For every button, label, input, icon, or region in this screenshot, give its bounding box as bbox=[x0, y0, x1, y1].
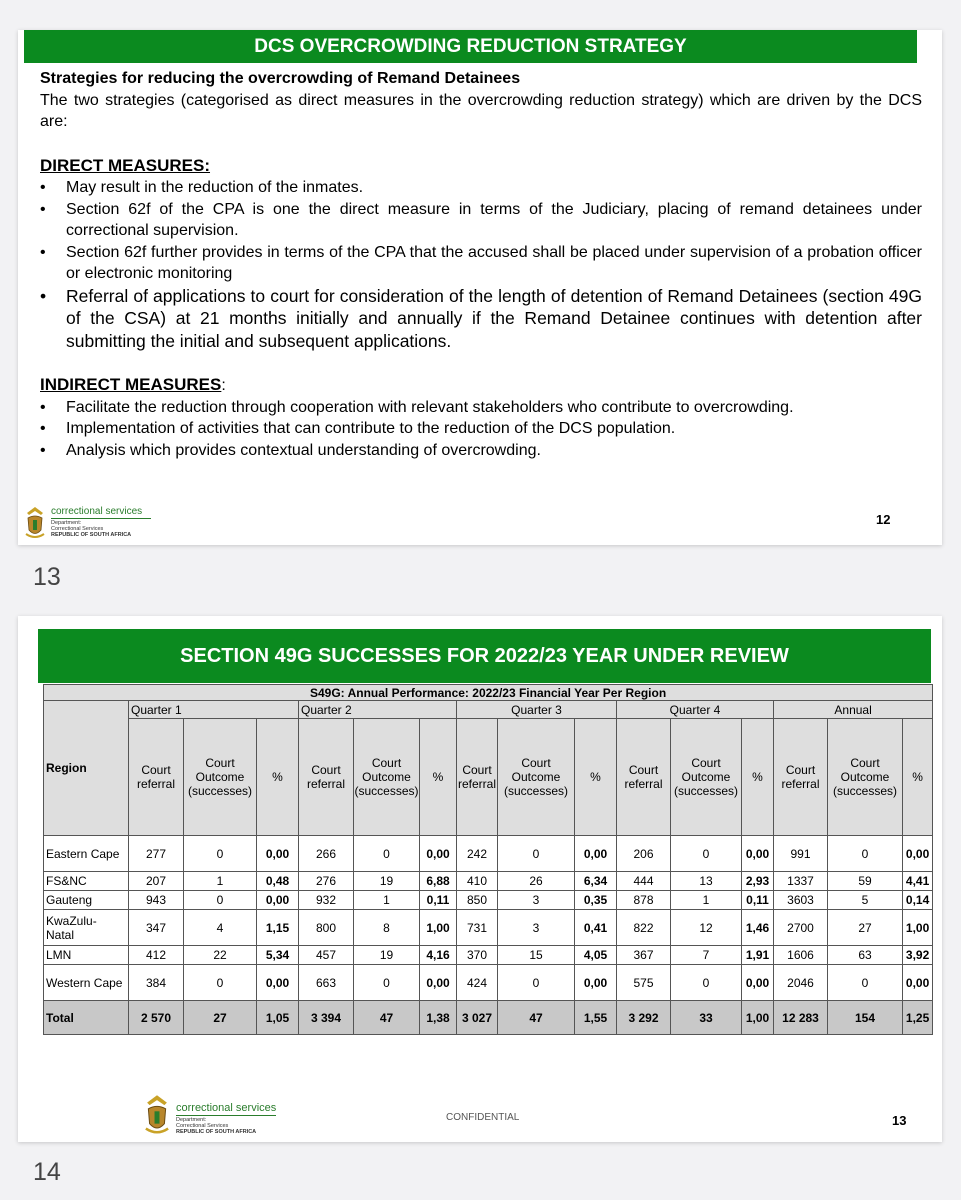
cell: 266 bbox=[299, 836, 354, 872]
cell: 943 bbox=[129, 891, 184, 910]
col-percent: % bbox=[420, 719, 457, 836]
cell: 2700 bbox=[774, 910, 828, 946]
cell: 1,38 bbox=[420, 1001, 457, 1035]
cell: 4,41 bbox=[903, 872, 933, 891]
cell: 26 bbox=[498, 872, 575, 891]
slide-body bbox=[40, 68, 922, 461]
direct-measures-title: DIRECT MEASURES: bbox=[40, 155, 211, 175]
cell: 12 283 bbox=[774, 1001, 828, 1035]
coat-of-arms-icon bbox=[24, 506, 46, 540]
cell: 154 bbox=[828, 1001, 903, 1035]
cell: 47 bbox=[354, 1001, 420, 1035]
cell: 4 bbox=[184, 910, 257, 946]
cell: 5 bbox=[828, 891, 903, 910]
cell: 6,88 bbox=[420, 872, 457, 891]
col-court-referral: Court referral bbox=[457, 719, 498, 836]
cell: 0 bbox=[671, 965, 742, 1001]
cell: 0 bbox=[828, 965, 903, 1001]
cell: 0,11 bbox=[742, 891, 774, 910]
cell: 0,00 bbox=[257, 965, 299, 1001]
region-cell: Eastern Cape bbox=[44, 836, 129, 872]
col-percent: % bbox=[742, 719, 774, 836]
cell: 3 292 bbox=[617, 1001, 671, 1035]
slide-title-banner: DCS OVERCROWDING REDUCTION STRATEGY bbox=[24, 30, 917, 63]
cell: 0 bbox=[498, 836, 575, 872]
cell: 1,46 bbox=[742, 910, 774, 946]
quarter-header: Quarter 1 bbox=[129, 701, 299, 719]
cell: 7 bbox=[671, 946, 742, 965]
list-item: • Implementation of activities that can contribute to the reduction of the DCS population. bbox=[40, 418, 922, 440]
cell: 822 bbox=[617, 910, 671, 946]
cell: 1,55 bbox=[575, 1001, 617, 1035]
logo-name: correctional services bbox=[51, 506, 143, 517]
cell: 8 bbox=[354, 910, 420, 946]
cell: 2046 bbox=[774, 965, 828, 1001]
total-label: Total bbox=[44, 1001, 129, 1035]
cell: 457 bbox=[299, 946, 354, 965]
cell: 663 bbox=[299, 965, 354, 1001]
cell: 19 bbox=[354, 872, 420, 891]
logo-line-3: REPUBLIC OF SOUTH AFRICA bbox=[176, 1129, 257, 1135]
cell: 63 bbox=[828, 946, 903, 965]
region-cell: Gauteng bbox=[44, 891, 129, 910]
col-court-referral: Court referral bbox=[774, 719, 828, 836]
slide-page-number: 12 bbox=[876, 512, 891, 527]
cell: 206 bbox=[617, 836, 671, 872]
list-item: • Facilitate the reduction through cooperation with relevant stakeholders who contribute to overcrowding. bbox=[40, 397, 922, 419]
quarter-header: Quarter 2 bbox=[299, 701, 457, 719]
cell: 1,15 bbox=[257, 910, 299, 946]
cell: 0 bbox=[354, 836, 420, 872]
cell: 47 bbox=[498, 1001, 575, 1035]
col-court-referral: Court referral bbox=[617, 719, 671, 836]
cell: 59 bbox=[828, 872, 903, 891]
region-cell: FS&NC bbox=[44, 872, 129, 891]
slide-13 bbox=[18, 616, 942, 1142]
cell: 0,00 bbox=[903, 965, 933, 1001]
quarter-header: Quarter 4 bbox=[617, 701, 774, 719]
table-total-row bbox=[44, 1001, 933, 1035]
region-header: Region bbox=[44, 701, 129, 836]
logo-line-3: REPUBLIC OF SOUTH AFRICA bbox=[51, 532, 132, 538]
cell: 370 bbox=[457, 946, 498, 965]
cell: 991 bbox=[774, 836, 828, 872]
cell: 22 bbox=[184, 946, 257, 965]
col-court-outcome: Court Outcome (successes) bbox=[498, 719, 575, 836]
strategies-heading: Strategies for reducing the overcrowding of Remand Detainees bbox=[40, 70, 521, 87]
indirect-measures-list bbox=[40, 397, 922, 462]
cell: 2,93 bbox=[742, 872, 774, 891]
correctional-services-logo bbox=[24, 506, 151, 540]
cell: 1,91 bbox=[742, 946, 774, 965]
page-separator-number: 13 bbox=[33, 563, 61, 591]
cell: 277 bbox=[129, 836, 184, 872]
direct-measures-list bbox=[40, 177, 922, 352]
cell: 3 394 bbox=[299, 1001, 354, 1035]
cell: 444 bbox=[617, 872, 671, 891]
cell: 3 027 bbox=[457, 1001, 498, 1035]
list-item: • Section 62f further provides in terms of the CPA that the accused shall be placed under supervision of a probation officer or electronic monitoring bbox=[40, 242, 922, 285]
cell: 410 bbox=[457, 872, 498, 891]
cell: 0 bbox=[671, 836, 742, 872]
cell: 276 bbox=[299, 872, 354, 891]
table-row bbox=[44, 910, 933, 946]
cell: 3 bbox=[498, 910, 575, 946]
slide-12 bbox=[18, 30, 942, 545]
slide-page-number: 13 bbox=[892, 1113, 907, 1128]
table-row bbox=[44, 965, 933, 1001]
indirect-colon: : bbox=[221, 377, 226, 394]
cell: 731 bbox=[457, 910, 498, 946]
cell: 0,00 bbox=[903, 836, 933, 872]
cell: 575 bbox=[617, 965, 671, 1001]
cell: 13 bbox=[671, 872, 742, 891]
cell: 0 bbox=[184, 965, 257, 1001]
cell: 1337 bbox=[774, 872, 828, 891]
cell: 0,00 bbox=[742, 965, 774, 1001]
logo-line-2: Correctional Services bbox=[176, 1123, 229, 1129]
cell: 1,00 bbox=[903, 910, 933, 946]
cell: 0,00 bbox=[575, 836, 617, 872]
table-row bbox=[44, 891, 933, 910]
cell: 0,00 bbox=[575, 965, 617, 1001]
confidential-label: CONFIDENTIAL bbox=[446, 1112, 520, 1123]
cell: 27 bbox=[184, 1001, 257, 1035]
logo-line-2: Correctional Services bbox=[51, 526, 104, 532]
col-court-outcome: Court Outcome (successes) bbox=[671, 719, 742, 836]
cell: 0 bbox=[354, 965, 420, 1001]
cell: 0,48 bbox=[257, 872, 299, 891]
cell: 1,00 bbox=[742, 1001, 774, 1035]
cell: 424 bbox=[457, 965, 498, 1001]
cell: 412 bbox=[129, 946, 184, 965]
cell: 3 bbox=[498, 891, 575, 910]
slide-title-banner: SECTION 49G SUCCESSES FOR 2022/23 YEAR UNDER REVIEW bbox=[38, 629, 931, 683]
col-percent: % bbox=[257, 719, 299, 836]
cell: 4,05 bbox=[575, 946, 617, 965]
cell: 878 bbox=[617, 891, 671, 910]
cell: 19 bbox=[354, 946, 420, 965]
cell: 0,00 bbox=[420, 836, 457, 872]
table-row bbox=[44, 872, 933, 891]
logo-line-1: Department: bbox=[176, 1117, 207, 1123]
region-cell: KwaZulu- Natal bbox=[44, 910, 129, 946]
cell: 1,25 bbox=[903, 1001, 933, 1035]
cell: 1 bbox=[671, 891, 742, 910]
col-court-outcome: Court Outcome (successes) bbox=[354, 719, 420, 836]
page-separator-number: 14 bbox=[33, 1158, 61, 1186]
col-percent: % bbox=[575, 719, 617, 836]
cell: 1,00 bbox=[420, 910, 457, 946]
cell: 1 bbox=[184, 872, 257, 891]
quarter-header: Annual bbox=[774, 701, 933, 719]
list-item: • Section 62f of the CPA is one the direct measure in terms of the Judiciary, placing of remand detainees under correctional supervision. bbox=[40, 199, 922, 242]
col-court-outcome: Court Outcome (successes) bbox=[184, 719, 257, 836]
intro-text: The two strategies (categorised as direct measures in the overcrowding reduction strategy) which are driven by the DCS are: bbox=[40, 91, 922, 130]
cell: 384 bbox=[129, 965, 184, 1001]
cell: 242 bbox=[457, 836, 498, 872]
cell: 0,00 bbox=[420, 965, 457, 1001]
list-item: • Analysis which provides contextual understanding of overcrowding. bbox=[40, 440, 922, 462]
cell: 932 bbox=[299, 891, 354, 910]
cell: 850 bbox=[457, 891, 498, 910]
correctional-services-logo bbox=[143, 1094, 276, 1136]
cell: 33 bbox=[671, 1001, 742, 1035]
logo-line-1: Department: bbox=[51, 520, 82, 526]
table-row bbox=[44, 836, 933, 872]
quarter-header: Quarter 3 bbox=[457, 701, 617, 719]
cell: 347 bbox=[129, 910, 184, 946]
cell: 1,05 bbox=[257, 1001, 299, 1035]
cell: 0 bbox=[828, 836, 903, 872]
cell: 6,34 bbox=[575, 872, 617, 891]
col-court-referral: Court referral bbox=[129, 719, 184, 836]
cell: 0 bbox=[184, 891, 257, 910]
table-row bbox=[44, 946, 933, 965]
cell: 2 570 bbox=[129, 1001, 184, 1035]
col-percent: % bbox=[903, 719, 933, 836]
list-item: • Referral of applications to court for consideration of the length of detention of Remand Detainees (section 49G of the CSA) at 21 months initially and annually if the Remand Detainee continues with detention after submitting the initial and subsequent applications. bbox=[40, 285, 922, 353]
cell: 27 bbox=[828, 910, 903, 946]
cell: 1 bbox=[354, 891, 420, 910]
cell: 367 bbox=[617, 946, 671, 965]
column-header-row bbox=[44, 719, 933, 836]
cell: 15 bbox=[498, 946, 575, 965]
table-body bbox=[44, 836, 933, 1001]
cell: 207 bbox=[129, 872, 184, 891]
cell: 3,92 bbox=[903, 946, 933, 965]
cell: 0,00 bbox=[257, 891, 299, 910]
cell: 12 bbox=[671, 910, 742, 946]
region-cell: LMN bbox=[44, 946, 129, 965]
indirect-measures-title: INDIRECT MEASURES bbox=[40, 375, 222, 394]
table-title: S49G: Annual Performance: 2022/23 Financial Year Per Region bbox=[44, 685, 933, 701]
logo-name: correctional services bbox=[176, 1102, 277, 1114]
cell: 5,34 bbox=[257, 946, 299, 965]
cell: 0,14 bbox=[903, 891, 933, 910]
cell: 0,00 bbox=[257, 836, 299, 872]
cell: 0 bbox=[184, 836, 257, 872]
coat-of-arms-icon bbox=[143, 1094, 171, 1136]
cell: 800 bbox=[299, 910, 354, 946]
col-court-referral: Court referral bbox=[299, 719, 354, 836]
cell: 3603 bbox=[774, 891, 828, 910]
s49g-performance-table bbox=[43, 684, 933, 1035]
cell: 0,00 bbox=[742, 836, 774, 872]
list-item: • May result in the reduction of the inmates. bbox=[40, 177, 922, 199]
col-court-outcome: Court Outcome (successes) bbox=[828, 719, 903, 836]
cell: 0,41 bbox=[575, 910, 617, 946]
cell: 1606 bbox=[774, 946, 828, 965]
cell: 0 bbox=[498, 965, 575, 1001]
cell: 4,16 bbox=[420, 946, 457, 965]
cell: 0,35 bbox=[575, 891, 617, 910]
cell: 0,11 bbox=[420, 891, 457, 910]
region-cell: Western Cape bbox=[44, 965, 129, 1001]
